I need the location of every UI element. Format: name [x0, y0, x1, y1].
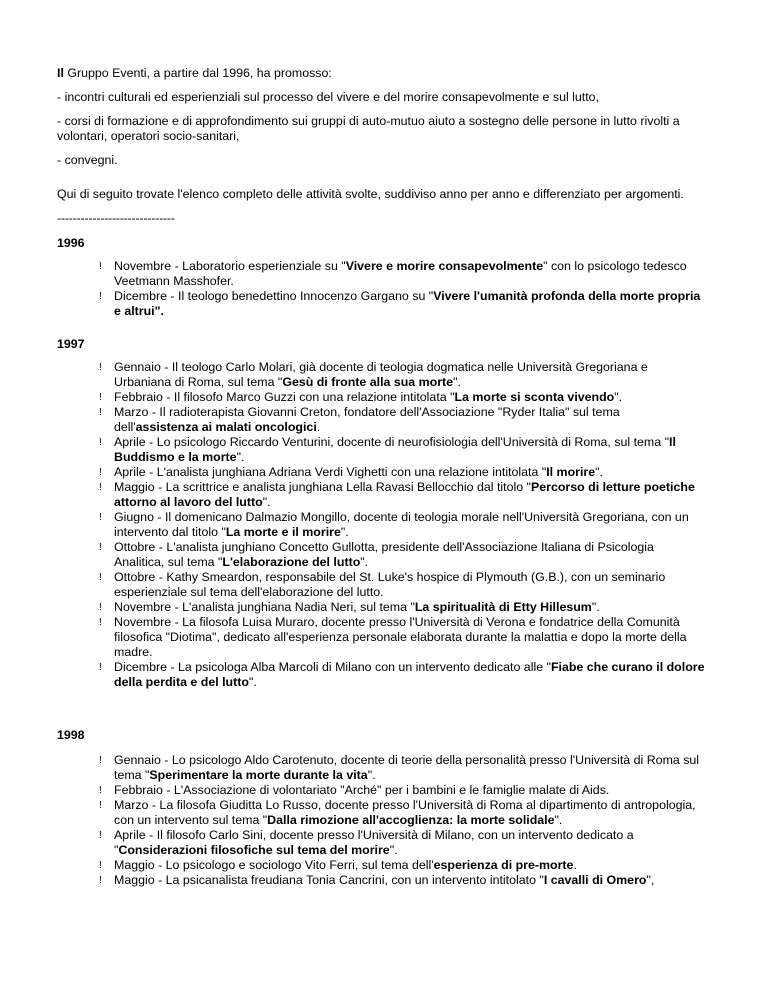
intro-summary: Qui di seguito trovate l'elenco completo delle attività svolte, suddiviso anno per anno e differenziato per argomenti. [57, 187, 684, 201]
list-item: ! Maggio - La scrittrice e analista junghiana Lella Ravasi Bellocchio dal titolo "Percorso di letture poetiche attorno al lavoro del lutto". [99, 480, 695, 509]
bullet-icon: ! [99, 467, 102, 478]
bullet-icon: ! [99, 512, 102, 523]
bullet-icon: ! [99, 602, 102, 613]
list-item: ! Novembre - La filosofa Luisa Muraro, docente presso l'Università di Verona e fondatrice della Comunità filosofica "Diotima", dedicato all'esperienza personale elaborata durante la malattia e dopo la morte della madre. [99, 615, 687, 659]
bullet-icon: ! [99, 437, 102, 448]
intro-line: Il Gruppo Eventi, a partire dal 1996, ha promosso: [57, 66, 332, 80]
list-item: ! Maggio - La psicanalista freudiana Tonia Cancrini, con un intervento intitolato "I cavalli di Omero", [99, 873, 655, 887]
intro-item: - corsi di formazione e di approfondimento sui gruppi di auto-mutuo aiuto a sostegno delle persone in lutto rivolti a volontari, operatori socio-sanitari, [57, 114, 680, 143]
bullet-icon: ! [99, 800, 102, 811]
list-item: ! Febbraio - L'Associazione di volontariato "Arché" per i bambini e le famiglie malate di Aids. [99, 783, 610, 797]
list-item: ! Febbraio - Il filosofo Marco Guzzi con una relazione intitolata "La morte si sconta vivendo". [99, 390, 623, 404]
document-page [57, 66, 705, 904]
bullet-icon: ! [99, 617, 102, 628]
list-item: ! Ottobre - Kathy Smeardon, responsabile del St. Luke's hospice di Plymouth (G.B.), con un seminario esperienziale sul tema dell'elaborazione del lutto. [99, 570, 666, 599]
list-item: ! Giugno - Il domenicano Dalmazio Mongillo, docente di teologia morale nell'Università Gregoriana, con un intervento dal titolo "La morte e il morire". [99, 510, 689, 539]
year-section-1996 [57, 236, 705, 337]
list-item: ! Marzo - Il radioterapista Giovanni Creton, fondatore dell'Associazione "Ryder Italia" sul tema dell'assistenza ai malati oncologici. [99, 405, 620, 434]
bullet-icon: ! [99, 542, 102, 553]
year-heading: 1996 [57, 236, 85, 250]
list-item: ! Aprile - Lo psicologo Riccardo Venturini, docente di neurofisiologia dell'Università di Roma, sul tema "Il Buddismo e la morte". [99, 435, 676, 464]
list-item: ! Maggio - Lo psicologo e sociologo Vito Ferri, sul tema dell'esperienza di pre-morte. [99, 858, 577, 872]
bullet-icon: ! [99, 662, 102, 673]
list-item: ! Dicembre - La psicologa Alba Marcoli di Milano con un intervento dedicato alle "Fiabe che curano il dolore della perdita e del lutto". [99, 660, 705, 689]
list-item: ! Gennaio - Lo psicologo Aldo Carotenuto, docente di teorie della personalità presso l'Università di Roma sul tema "Sperimentare la morte durante la vita". [99, 753, 700, 782]
list-item: ! Gennaio - Il teologo Carlo Molari, già docente di teologia dogmatica nelle Università Gregoriana e Urbaniana di Roma, sul tema "Gesù di fronte alla sua morte". [99, 360, 648, 389]
bullet-icon: ! [99, 261, 102, 272]
bullet-icon: ! [99, 362, 102, 373]
bullet-icon: ! [99, 755, 102, 766]
list-item: ! Novembre - L'analista junghiana Nadia Neri, sul tema "La spiritualità di Etty Hillesum". [99, 600, 600, 614]
list-item: ! Aprile - L'analista junghiana Adriana Verdi Vighetti con una relazione intitolata "Il morire". [99, 465, 603, 479]
bullet-icon: ! [99, 572, 102, 583]
event-list [57, 360, 705, 690]
bullet-icon: ! [99, 860, 102, 871]
bullet-icon: ! [99, 830, 102, 841]
bullet-icon: ! [99, 482, 102, 493]
bullet-icon: ! [99, 407, 102, 418]
bullet-icon: ! [99, 875, 102, 886]
list-item: ! Novembre - Laboratorio esperienziale su "Vivere e morire consapevolmente" con lo psicologo tedesco Veetmann Masshofer. [99, 259, 687, 288]
bullet-icon: ! [99, 392, 102, 403]
list-item: ! Marzo - La filosofa Giuditta Lo Russo, docente presso l'Università di Roma al dipartimento di antropologia, con un intervento sul tema "Dalla rimozione all'accoglienza: la morte solidale". [99, 798, 696, 827]
list-item: ! Aprile - Il filosofo Carlo Sini, docente presso l'Università di Milano, con un intervento dedicato a "Considerazioni filosofiche sul tema del morire". [99, 828, 634, 857]
bullet-icon: ! [99, 291, 102, 302]
event-list [57, 259, 705, 319]
year-section-1998 [57, 728, 705, 888]
separator-rule: ------------------------------ [57, 211, 175, 225]
intro-item: - incontri culturali ed esperienziali sul processo del vivere e del morire consapevolmente e sul lutto, [57, 90, 600, 104]
intro-item: - convegni. [57, 153, 118, 167]
year-heading: 1997 [57, 337, 85, 351]
list-item: ! Ottobre - L'analista junghiano Concetto Gullotta, presidente dell'Associazione Italiana di Psicologia Analitica, sul tema "L'elaborazione del lutto". [99, 540, 654, 569]
year-heading: 1998 [57, 728, 85, 742]
list-item: ! Dicembre - Il teologo benedettino Innocenzo Gargano su "Vivere l'umanità profonda della morte propria e altrui". [99, 289, 701, 318]
year-section-1997 [57, 337, 705, 728]
bullet-icon: ! [99, 785, 102, 796]
event-list [57, 753, 705, 888]
